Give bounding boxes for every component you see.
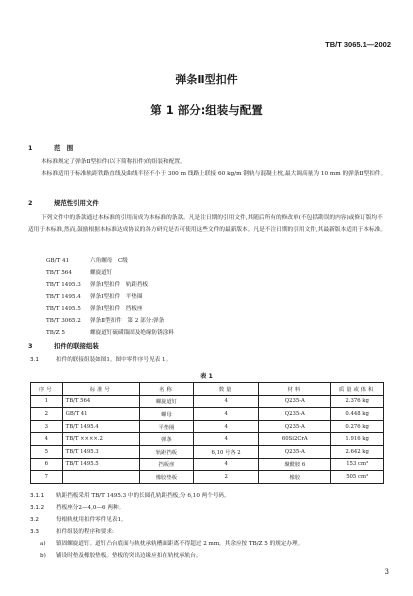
section-title: 规范性引用文件 [54,199,99,207]
table-row: 5 TB/T 1495.3 轨距挡板 6,10 号各 2 Q235-A 2.642 kg [31,445,384,458]
table-row: 6 TB/T 1495.5 挡板座 4 聚酰胺 6 153 cm³ [31,458,384,471]
reference-item: TB/T 3065.2 弹条Ⅱ型扣件 第 2 部分:弹条 [46,318,165,324]
reference-item: TB/T 564 螺旋道钉 [46,270,113,276]
sub-title: 第 1 部分:组装与配置 [150,103,263,117]
clause-3-1: 3.1 扣件的联接组装如图1。图中零件序号见表 1。 [30,357,172,363]
section-number: 3 [28,342,33,350]
table-title: 表 1 [200,373,213,380]
column-header: 数量 [193,383,258,396]
section-1-paragraph-2: 本标准适用于标准轨距铁路直线及曲线半径不小于 300 m 线路上联接 60 kg/m 钢轨与混凝土枕,最大调高量为 10 mm 的弹条Ⅱ型扣件。 [41,171,387,177]
reference-item: TB/T 1495.3 弹条Ⅰ型扣件 轨距挡板 [46,282,149,288]
section-number: 1 [28,144,33,152]
page-number: 3 [384,568,389,576]
clause-3-3: 3.3 扣件组装的程序和要求: [30,529,114,535]
reference-item: TB/T 1495.5 弹条Ⅰ型扣件 挡板座 [46,306,143,312]
section-3-heading [28,341,99,350]
clause-3-1-2: 3.1.2 挡板座分2—4,0—6 两种。 [30,505,125,511]
main-title: 弹条Ⅱ型扣件 [175,73,238,86]
section-2-heading [28,198,99,207]
reference-item: GB/T 41 六角螺母 C级 [46,258,128,264]
section-1-heading [28,143,73,152]
column-header: 标准号 [62,383,139,396]
reference-item: TB/T 1495.4 弹条Ⅰ型扣件 平垫圈 [46,294,143,300]
document-code: TB/T 3065.1—2002 [325,40,391,49]
table-row: 7 橡胶垫板 2 橡胶 505 cm³ [31,471,384,484]
column-header: 序号 [31,383,63,396]
section-title: 范 围 [54,144,74,152]
section-title: 扣件的联接组装 [54,342,99,350]
reference-item: TB/Z 5 螺旋道钉硫磺锚固及绝缘防锈涂料 [46,330,174,336]
clause-3-1-1: 3.1.1 轨距挡板采用 TB/T 1495.3 中的长圆孔轨距挡板,分 6,10 两个号码。 [30,493,230,499]
column-header: 质量或体积 [331,383,384,396]
reference-list [46,255,174,339]
table-row: 1 TB/T 564 螺旋道钉 4 Q235-A 2.376 kg [31,395,384,408]
table-row: 3 TB/T 1495.4 平垫圈 4 Q235-A 0.276 kg [31,420,384,433]
section-number: 2 [28,199,33,207]
table-header-row [31,383,384,396]
table-row: 4 TB/T ××××.2 弹条 4 60Si2CrA 1.916 kg [31,433,384,446]
clause-3-3-a: a) 镇固螺旋道钉。道钉凸台底面与轨枕承轨槽面距离不得超过 2 mm。其余应按 TB/Z 5 的规定办理。 [40,541,304,547]
table-row: 2 GB/T 41 螺母 4 Q235-A 0.448 kg [31,408,384,421]
clause-3-2: 3.2 每根轨枕用扣件零件见表1。 [30,517,127,523]
column-header: 名称 [139,383,193,396]
section-2-paragraph-1: 下列文件中的条款通过本标准的引用而成为本标准的条款。凡是注日期的引用文件,其随后所有的修改单(不包括勘误的内容)或修订版均不适用于本标准,然而,鼓励根据本标准达成协议的各方研究是否可使用这些文件的最新版本。凡是不注日期的引用文件,其最新版本适用于本标准。 [28,215,387,233]
column-header: 材料 [259,383,331,396]
section-1-paragraph-1: 本标准规定了弹条Ⅱ型扣件(以下简称扣件)的组装和配置。 [41,159,186,165]
clause-3-3-b: b) 铺设时垫及橡胶垫板。垫板的突出边缘应扣在轨枕承轨台。 [40,553,202,559]
parts-table [30,382,384,484]
